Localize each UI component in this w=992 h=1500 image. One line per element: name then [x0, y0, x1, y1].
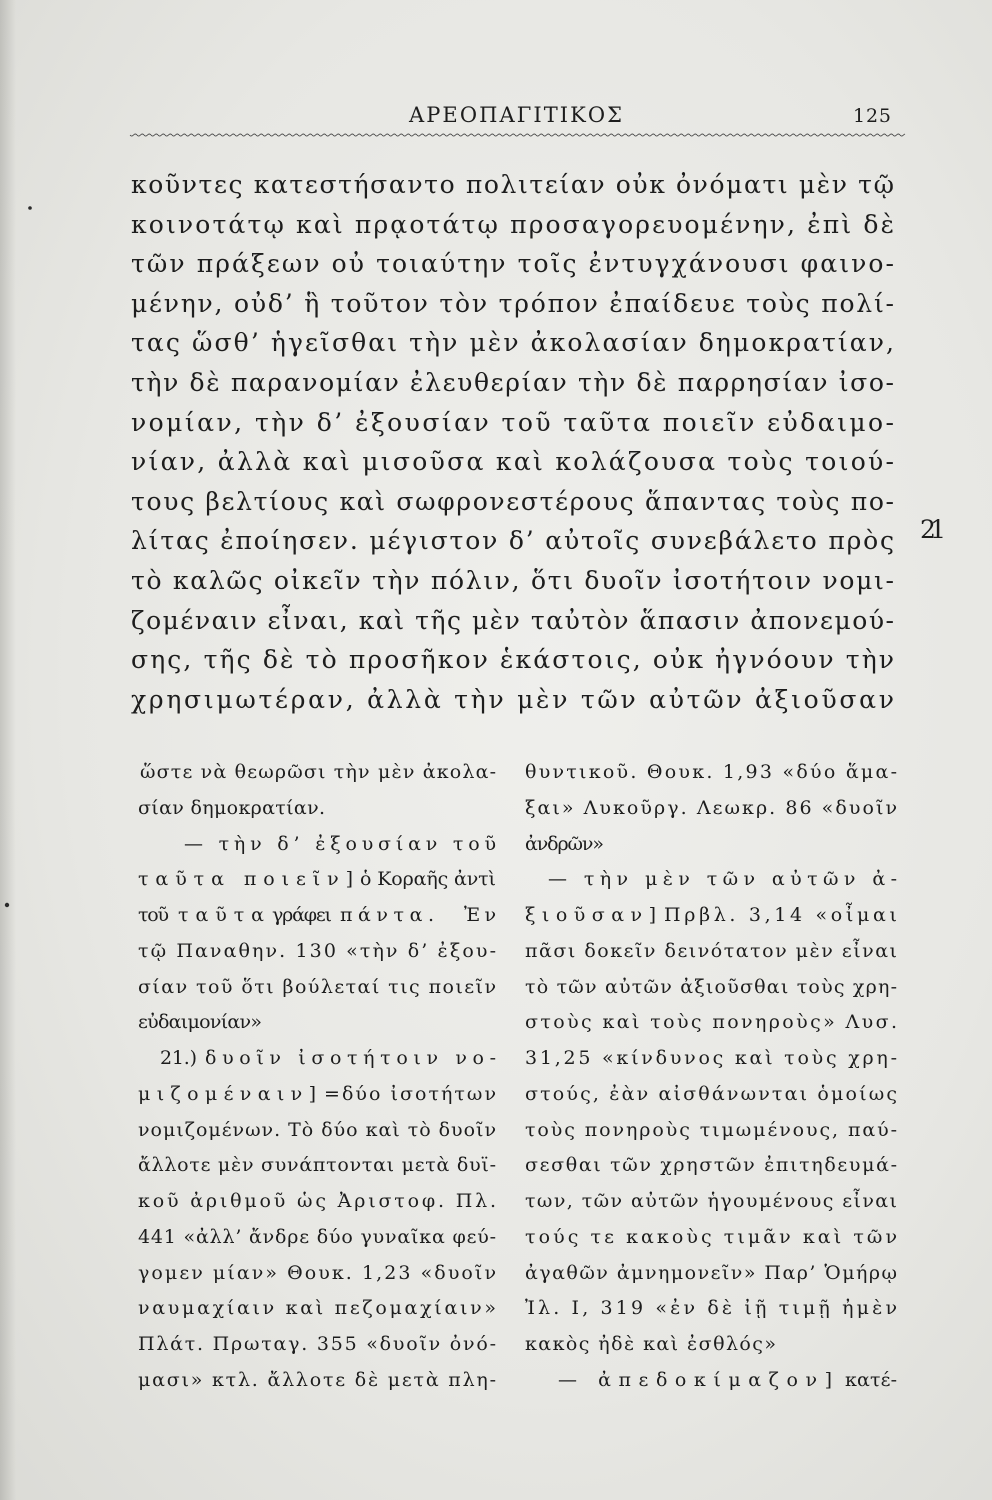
footnote-line: κακὸς ἠδὲ καὶ ἐσθλός» [525, 1333, 776, 1355]
footnote-word-spaced: πάντα. [340, 904, 434, 926]
footnote-text: Ἐν [464, 904, 496, 926]
footnote-line: εὐδαιμονίαν» [138, 1011, 262, 1033]
footnote-line: τούς τε κακοὺς τιμᾶν καὶ τῶν [525, 1226, 897, 1248]
page-number: 125 [853, 105, 891, 127]
footnote-line: στοὺς καὶ τοὺς πονηροὺς» Λυσ. [525, 1011, 897, 1033]
footnote-line: 31,25 «κίνδυνος καὶ τοὺς χρη- [525, 1047, 897, 1069]
main-text-line: τὸ καλῶς οἰκεῖν τὴν πόλιν, ὅτι δυοῖν ἰσοτήτοιν νομι- [131, 566, 895, 595]
footnote-line: νομιζομένων. Τὸ δύο καὶ τὸ δυοῖν [138, 1119, 496, 1141]
footnote-lemma-spaced: — τὴν δ’ ἐξουσίαν τοῦ [184, 833, 496, 855]
footnote-text: Πρβλ. 3,14 «οἶμαι [664, 904, 897, 926]
main-text-line: νίαν, ἀλλὰ καὶ μισοῦσα καὶ κολάζουσα τοὺς τοιού- [131, 447, 894, 476]
footnote-lemma-spaced: ξιοῦσαν] [525, 904, 656, 926]
footnote-line: ὥστε νὰ θεωρῶσι τὴν μὲν ἀκολα- [140, 761, 496, 783]
main-text-line: κοινοτάτῳ καὶ πρᾳοτάτῳ προσαγορευομένην, ἐπὶ δὲ [131, 210, 894, 239]
main-text-line: τὴν δὲ παρανομίαν ἐλευθερίαν τὴν δὲ παρρησίαν ἰσο- [131, 368, 894, 397]
main-text-line: λίτας ἐποίησεν. μέγιστον δ’ αὐτοῖς συνεβάλετο πρὸς [131, 526, 894, 555]
footnote-line: σίαν δημοκρατίαν. [138, 797, 325, 819]
footnote-line: ξαι» Λυκοῦργ. Λεωκρ. 86 «δυοῖν [525, 797, 897, 819]
footnote-line: γομεν μίαν» Θουκ. 1,23 «δυοῖν [138, 1262, 496, 1284]
footnote-line: σίαν τοῦ ὅτι βούλεταί τις ποιεῖν [138, 976, 496, 998]
main-text-line: σης, τῆς δὲ τὸ προσῆκον ἑκάστοις, οὐκ ἠγνόουν τὴν [131, 645, 894, 674]
footnote-text: =δύο ἰσοτήτων [324, 1083, 496, 1105]
margin-section-number: 21 [920, 515, 946, 544]
footnote-line: σεσθαι τῶν χρηστῶν ἐπιτηδευμά- [525, 1154, 897, 1176]
footnote-line: τοὺς πονηροὺς τιμωμένους, παύ- [525, 1119, 897, 1141]
footnote-text: γράφει [272, 904, 332, 926]
footnote-lemma-spaced: δυοῖν ἰσοτήτοιν νο- [205, 1047, 496, 1069]
footnote-text: τοῦ [138, 904, 169, 926]
main-text-line: τους βελτίους καὶ σωφρονεστέρους ἅπαντας τοὺς πο- [131, 487, 894, 516]
footnote-line: στούς, ἐὰν αἰσθάνωνται ὁμοίως [525, 1083, 897, 1105]
footnote-line: τὸ τῶν αὐτῶν ἀξιοῦσθαι τοὺς χρη- [525, 976, 897, 998]
running-head [130, 103, 905, 136]
footnote-section-number: 21.) [160, 1047, 197, 1069]
footnote-line: θυντικοῦ. Θουκ. 1,93 «δύο ἅμα- [525, 761, 897, 783]
main-text-line: ζομέναιν εἶναι, καὶ τῆς μὲν ταὐτὸν ἅπασιν ἀπονεμού- [131, 606, 894, 635]
footnote-line: Πλάτ. Πρωταγ. 355 «δυοῖν ὀνό- [138, 1333, 496, 1355]
footnote-word-spaced: ταῦτα [178, 904, 264, 926]
footnote-lemma-spaced: — ἀπεδοκίμαζον] [558, 1369, 832, 1391]
footnote-line: ἄλλοτε μὲν συνάπτονται μετὰ δυϊ- [138, 1154, 496, 1176]
footnote-line: ἀνδρῶν» [525, 833, 604, 855]
footnote-text: κατέ- [845, 1369, 897, 1391]
footnote-text: ὁ Κοραῆς ἀντὶ [360, 868, 496, 890]
running-head-title: ΑΡΕΟΠΑΓΙΤΙΚΟΣ [409, 103, 622, 127]
footnote-lemma-spaced: μιζομέναιν] [138, 1083, 316, 1105]
footnotes-left-column [138, 761, 496, 1391]
footnote-lemma-spaced: — τὴν μὲν τῶν αὐτῶν ἀ- [548, 868, 897, 890]
footnote-line: πᾶσι δοκεῖν δεινότατον μὲν εἶναι [525, 940, 897, 962]
main-text-line: τας ὥσθ’ ἡγεῖσθαι τὴν μὲν ἀκολασίαν δημοκρατίαν, [131, 328, 894, 357]
footnote-line: τῷ Παναθην. 130 «τὴν δ’ ἐξου- [138, 940, 496, 962]
main-text [131, 170, 894, 714]
header-rule [130, 134, 905, 136]
footnote-line: κοῦ ἀριθμοῦ ὡς Ἀριστοφ. Πλ. [138, 1190, 496, 1212]
footnote-line: μασι» κτλ. ἄλλοτε δὲ μετὰ πλη- [138, 1369, 496, 1391]
footnote-lemma-spaced: ταῦτα ποιεῖν] [138, 868, 353, 890]
footnote-line: Ἰλ. Ι, 319 «ἐν δὲ ἰῇ τιμῇ ἠμὲν [525, 1297, 897, 1319]
footnote-line: ἀγαθῶν ἀμνημονεῖν» Παρ’ Ὁμήρῳ [525, 1262, 897, 1284]
main-text-line: κοῦντες κατεστήσαντο πολιτείαν οὐκ ὀνόματι μὲν τῷ [131, 170, 894, 199]
scan-speck [28, 206, 32, 210]
main-text-line: μένην, οὐδ’ ἣ τοῦτον τὸν τρόπον ἐπαίδευε τοὺς πολί- [131, 289, 894, 318]
main-text-line: νομίαν, τὴν δ’ ἐξουσίαν τοῦ ταῦτα ποιεῖν εὐδαιμο- [131, 408, 894, 437]
footnote-line: των, τῶν αὐτῶν ἡγουμένους εἶναι [525, 1190, 897, 1212]
main-text-line: τῶν πράξεων οὐ τοιαύτην τοῖς ἐντυγχάνουσι φαινο- [131, 249, 894, 278]
footnotes-right-column [525, 761, 897, 1391]
footnote-line: 441 «ἀλλ’ ἄνδρε δύο γυναῖκα φεύ- [138, 1226, 496, 1248]
footnote-line: ναυμαχίαιν καὶ πεζομαχίαιν» [138, 1297, 496, 1319]
main-text-line: χρησιμωτέραν, ἀλλὰ τὴν μὲν τῶν αὐτῶν ἀξιοῦσαν [131, 685, 894, 714]
scan-speck [5, 903, 9, 907]
